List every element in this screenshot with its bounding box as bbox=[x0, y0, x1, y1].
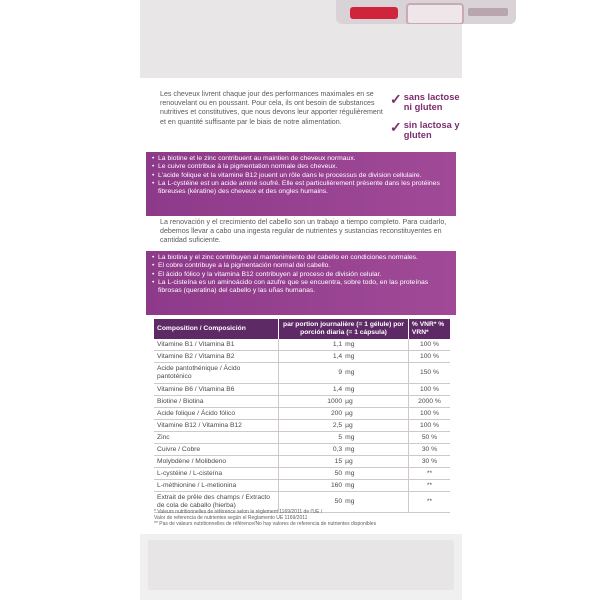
flap-text-mark bbox=[468, 8, 508, 16]
amount-value: 1,4 bbox=[332, 353, 343, 360]
cell-pct: 100 % bbox=[408, 384, 450, 396]
amount-value: 9 bbox=[338, 369, 343, 376]
nutrition-table bbox=[154, 319, 450, 513]
cell-pct: 30 % bbox=[408, 456, 450, 468]
table-row bbox=[154, 363, 450, 384]
amount-unit: mg bbox=[345, 353, 355, 360]
header-portion: par portion journalière (= 1 gélule) por porción diaria (= 1 cápsula) bbox=[279, 319, 409, 339]
cell-amount bbox=[279, 420, 409, 432]
table-header-row bbox=[154, 319, 450, 339]
amount-value: 1,1 bbox=[332, 341, 343, 348]
table-row bbox=[154, 468, 450, 480]
cell-amount bbox=[279, 384, 409, 396]
table-row bbox=[154, 339, 450, 351]
amount-unit: mg bbox=[345, 434, 355, 441]
cell-name: Zinc bbox=[154, 432, 279, 444]
claim-item: • Le cuivre contribue à la pigmentation normale des cheveux. bbox=[158, 163, 450, 171]
table-row bbox=[154, 432, 450, 444]
flap-print bbox=[336, 0, 516, 24]
cell-pct: ** bbox=[408, 480, 450, 492]
table-row bbox=[154, 420, 450, 432]
amount-value: 1,4 bbox=[332, 386, 343, 393]
cell-pct: ** bbox=[408, 468, 450, 480]
amount-unit: µg bbox=[345, 410, 353, 417]
claim-item: • L'acide folique et la vitamine B12 jouent un rôle dans le processus de division cellulaire. bbox=[158, 172, 450, 180]
amount-value: 5 bbox=[338, 434, 343, 441]
badge-label: sans lactose ni gluten bbox=[403, 92, 460, 112]
cell-name: L-cystéine / L-cisteína bbox=[154, 468, 279, 480]
badge-lactose-free-fr bbox=[390, 92, 462, 112]
intro-text-fr: Les cheveux livrent chaque jour des performances maximales en se renouvelant ou en poussant. Pour cela, ils ont besoin de substances nutritives et constitutives, que nous devons leur apporter régulièrement et en quantité suffisante par le biais de notre alimentation. bbox=[160, 90, 383, 126]
cell-pct: ** bbox=[408, 492, 450, 513]
amount-value: 1000 bbox=[327, 398, 343, 405]
cell-amount bbox=[279, 363, 409, 384]
cell-name: Vitamine B2 / Vitamina B2 bbox=[154, 351, 279, 363]
cell-amount bbox=[279, 444, 409, 456]
amount-unit: µg bbox=[345, 458, 353, 465]
amount-unit: mg bbox=[345, 498, 355, 505]
claim-item: • La L-cystéine est un acide aminé soufré. Elle est particulièrement présente dans les protéines fibreuses (kératine) des cheveux et des ongles humains. bbox=[158, 180, 450, 197]
cell-amount bbox=[279, 456, 409, 468]
amount-value: 2,5 bbox=[332, 422, 343, 429]
amount-unit: µg bbox=[345, 422, 353, 429]
check-icon: ✓ bbox=[390, 119, 402, 135]
amount-unit: mg bbox=[345, 341, 355, 348]
amount-unit: mg bbox=[345, 482, 355, 489]
cell-amount bbox=[279, 480, 409, 492]
amount-value: 160 bbox=[330, 482, 343, 489]
bottom-flap-inner bbox=[148, 540, 454, 590]
badge-label: sin lactosa y gluten bbox=[403, 120, 460, 140]
cell-name: Molybdène / Molibdeno bbox=[154, 456, 279, 468]
header-composition: Composition / Composición bbox=[154, 319, 279, 339]
cell-amount bbox=[279, 396, 409, 408]
cell-amount bbox=[279, 468, 409, 480]
amount-value: 200 bbox=[330, 410, 343, 417]
amount-value: 0,3 bbox=[332, 446, 343, 453]
cell-pct: 30 % bbox=[408, 444, 450, 456]
check-icon: ✓ bbox=[390, 91, 402, 107]
amount-unit: mg bbox=[345, 470, 355, 477]
claim-item: • La biotina y el zinc contribuyen al mantenimiento del cabello en condiciones normales. bbox=[158, 254, 450, 262]
cell-pct: 100 % bbox=[408, 408, 450, 420]
cell-name: Biotine / Biotina bbox=[154, 396, 279, 408]
badge-list bbox=[390, 92, 462, 148]
claim-item: • El cobre contribuye a la pigmentación normal del cabello. bbox=[158, 262, 450, 270]
footnote: Valor de referencia de nutrientes según el Reglamento UE 1169/2011 bbox=[154, 515, 308, 522]
claims-box-fr bbox=[146, 152, 456, 216]
amount-value: 15 bbox=[334, 458, 343, 465]
cell-amount bbox=[279, 408, 409, 420]
footnotes bbox=[154, 509, 454, 527]
intro-text-es: La renovación y el crecimiento del cabello son un trabajo a tiempo completo. Para cuidarlo, debemos llevar a cabo una ingesta regular de nutrientes y sustancias reconstituyentes en cantidad suficiente. bbox=[160, 218, 447, 245]
cell-name: Cuivre / Cobre bbox=[154, 444, 279, 456]
claim-item: • El ácido fólico y la vitamina B12 contribuyen al proceso de división celular. bbox=[158, 271, 450, 279]
table-row bbox=[154, 384, 450, 396]
table-row bbox=[154, 408, 450, 420]
cell-pct: 100 % bbox=[408, 339, 450, 351]
box-bottom-flap bbox=[140, 534, 462, 600]
badge-lactose-free-es bbox=[390, 120, 462, 140]
cell-pct: 100 % bbox=[408, 420, 450, 432]
claim-item: • La L-cisteína es un aminoácido con azufre que se encuentra, sobre todo, en las proteínas fibrosas (queratina) del cabello y las uñas humanas. bbox=[158, 279, 450, 296]
amount-value: 50 bbox=[334, 498, 343, 505]
footnote: ** Pas de valeurs nutritionnelles de référence/No hay valores de referencia de nutrientes disponibles bbox=[154, 521, 377, 528]
cell-name: L-méthionine / L-metionina bbox=[154, 480, 279, 492]
cell-pct: 50 % bbox=[408, 432, 450, 444]
cell-name: Acide pantothénique / Ácido pantoténico bbox=[154, 363, 279, 384]
amount-unit: mg bbox=[345, 446, 355, 453]
cell-amount bbox=[279, 432, 409, 444]
cell-name: Vitamine B6 / Vitamina B6 bbox=[154, 384, 279, 396]
cell-pct: 100 % bbox=[408, 351, 450, 363]
amount-unit: µg bbox=[345, 398, 353, 405]
claim-item: • La biotine et le zinc contribuent au maintien de cheveux normaux. bbox=[158, 155, 450, 163]
table-row bbox=[154, 444, 450, 456]
cell-pct: 2000 % bbox=[408, 396, 450, 408]
amount-unit: mg bbox=[345, 369, 355, 376]
header-vnr: % VNR* % VRN* bbox=[408, 319, 450, 339]
claims-box-es bbox=[146, 251, 456, 315]
table-row bbox=[154, 396, 450, 408]
table-row bbox=[154, 456, 450, 468]
footnote: * Valeurs nutritionnelles de référence selon le règlement 1169/2011 de l'UE / bbox=[154, 509, 323, 515]
brand-logo bbox=[406, 3, 464, 24]
amount-unit: mg bbox=[345, 386, 355, 393]
cell-amount bbox=[279, 351, 409, 363]
cell-name: Extrait de prêle des champs / Extracto de cola de caballo (hierba) bbox=[154, 492, 279, 513]
cell-name: Acide folique / Ácido fólico bbox=[154, 408, 279, 420]
amount-value: 50 bbox=[334, 470, 343, 477]
brand-logo-red bbox=[350, 7, 398, 19]
cell-name: Vitamine B1 / Vitamina B1 bbox=[154, 339, 279, 351]
cell-pct: 150 % bbox=[408, 363, 450, 384]
box-top-flap bbox=[140, 0, 462, 78]
table-row bbox=[154, 351, 450, 363]
cell-name: Vitamine B12 / Vitamina B12 bbox=[154, 420, 279, 432]
table-row bbox=[154, 480, 450, 492]
cell-amount bbox=[279, 339, 409, 351]
